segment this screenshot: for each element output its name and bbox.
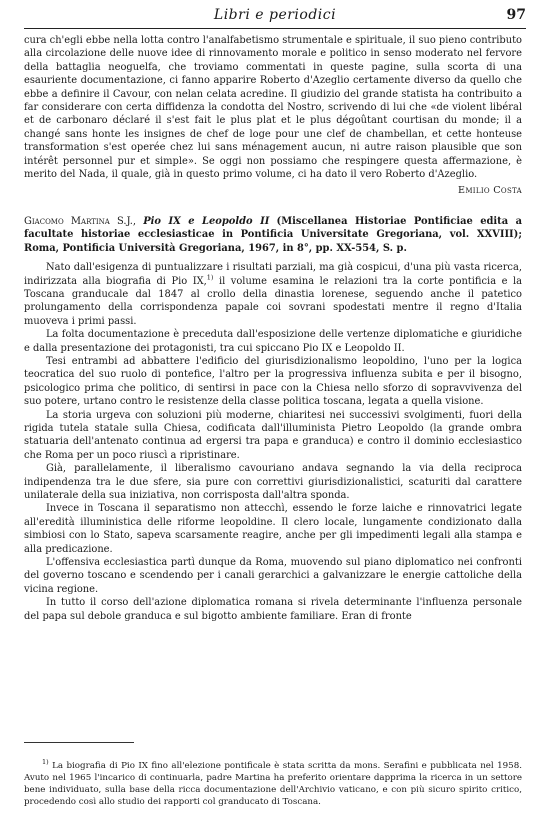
review2-heading (24, 215, 522, 255)
reviewer-signature (24, 184, 522, 197)
running-head (24, 7, 526, 27)
header-rule (24, 28, 526, 29)
page-body (24, 34, 522, 623)
book-citation: (Miscellanea Historiae Pontificiae edita a facultate historiae ecclesiasticae in Pontificia Universitate Gregoriana, vol. XXVIII); Roma, Pontificia Università Gregoriana, 1967, in 8°, pp. XX-554, S. p. (24, 215, 523, 254)
footnote-text: La biografia di Pio IX fino all'elezione pontificale è stata scritta da mons. Serafini e pubblicata nel 1958. Avuto nel 1965 l'incarico di continuarla, padre Martina ha preferito orientare dapprima la ricerca in un settore bene individuato, sulla base della ricca documentazione dell'Archivio vaticano, e con più sicuro spirito critico, procedendo così allo studio dei rapporti col granducato di Toscana. (24, 760, 522, 808)
review2-paragraph-6: Invece in Toscana il separatismo non attecchì, essendo le forze laiche e rinnovatrici legate all'eredità illuministica delle riforme leopoldine. Il clero locale, lungamente condizionato dalla simbiosi con lo Stato, sapeva scarsamente reagire, anche per gli impedimenti legali alla stampa e alla predicazione. (24, 503, 522, 555)
running-title: Libri e periodici (213, 7, 337, 23)
book-author: Giacomo Martina S.J., (24, 215, 137, 227)
review2-paragraph-4: La storia urgeva con soluzioni più moderne, chiaritesi nei successivi svolgimenti, fuori della rigida tutela statale sulla Chiesa, codificata dall'illuminista Pietro Leopoldo (la grande ombra statuaria dell'antenato continua ad ergersi tra papa e granduca) e contro il dominio ecclesiastico che Roma per un poco riuscì a ripristinare. (24, 409, 522, 461)
p1-before-note: Nato dall'esigenza di puntualizzare i risultati parziali, ma già cospicui, d'una più vasta ricerca, indirizzata alla biografia di Pio IX, (24, 262, 522, 287)
review1-paragraph: cura ch'egli ebbe nella lotta contro l'analfabetismo strumentale e spirituale, il suo pieno contributo alla circolazione delle nuove idee di rinnovamento morale e politico in senso moderato nel fervore della battaglia neoguelfa, che troviamo commentati in queste pagine, sulla scorta di una esauriente documentazione, ci fanno apparire Roberto d'Azeglio certamente diverso da quello che ebbe a definire il Cavour, con nelan celata acredine. Il giudizio del grande statista ha contribuito a far considerare con certa diffidenza la condotta del Nostro, scrivendo di lui che «de violent libéral et de carbonaro déclaré il s'est fait le plus plat et le plus dégoûtant courtisan du monde; il a changé sans honte les insignes de chef de loge pour une clef de chambellan, et cette honteuse transformation s'est operée chez lui sans ménagement aucun, ni autre raison plausible que son intérêt personnel pur et simple». Se oggi non possiamo che respingere questa affermazione, è merito del Nada, il quale, già in questo primo volume, ci ha dato il vero Roberto d'Azeglio. (24, 35, 522, 181)
book-title: Pio IX e Leopoldo II (143, 215, 270, 227)
review2-paragraph-8: In tutto il corso dell'azione diplomatica romana si rivela determinante l'influenza personale del papa sul debole granduca e sul bigotto ambiente familiare. Eran di fronte (24, 597, 522, 622)
footnote-reference: 1) (206, 273, 214, 282)
review2-paragraph-7: L'offensiva ecclesiastica partì dunque da Roma, muovendo sul piano diplomatico nei confronti del governo toscano e scendendo per i canali gerarchici a galvanizzare le energie cattoliche della vicina regione. (24, 557, 522, 595)
p1-after-note: il volume esamina le relazioni tra la corte pontificia e la Toscana granducale dal 1847 al crollo della dinastia lorenese, seguendo anche il patetico prolungamento della corrispondenza papale coi sovrani spodestati mentre il regno d'Italia muoveva i primi passi. (24, 275, 522, 327)
review2-paragraph-3: Tesi entrambi ad abbattere l'edificio del giurisdizionalismo leopoldino, l'uno per la logica teocratica del suo ruolo di pontefice, l'altro per la progressiva influenza subita e per il bisogno, psicologico prima che politico, di sentirsi in pace con la Chiesa nello sforzo di sopravvivenza del suo potere, urtano contro le resistenze della classe politica toscana, legata a quella visione. (24, 355, 522, 408)
page-number: 97 (506, 7, 526, 23)
footnote (24, 757, 522, 809)
review2-paragraph-5: Già, parallelamente, il liberalismo cavouriano andava segnando la via della reciproca indipendenza tra le due sfere, sia pure con correttivi giurisdizionalistici, scaturiti dal carattere unilaterale della sua iniziativa, non corrisposta dall'altra sponda. (24, 463, 522, 501)
review2-paragraph-2: La folta documentazione è preceduta dall'esposizione delle vertenze diplomatiche e giuridiche e dalla presentazione dei protagonisti, tra cui spiccano Pio IX e Leopoldo II. (24, 329, 522, 354)
footnote-rule (24, 742, 134, 743)
reviewer-name: Emilio Costa (458, 185, 522, 197)
review2-paragraph-1 (24, 261, 522, 328)
footnote-marker: 1) (42, 757, 49, 766)
